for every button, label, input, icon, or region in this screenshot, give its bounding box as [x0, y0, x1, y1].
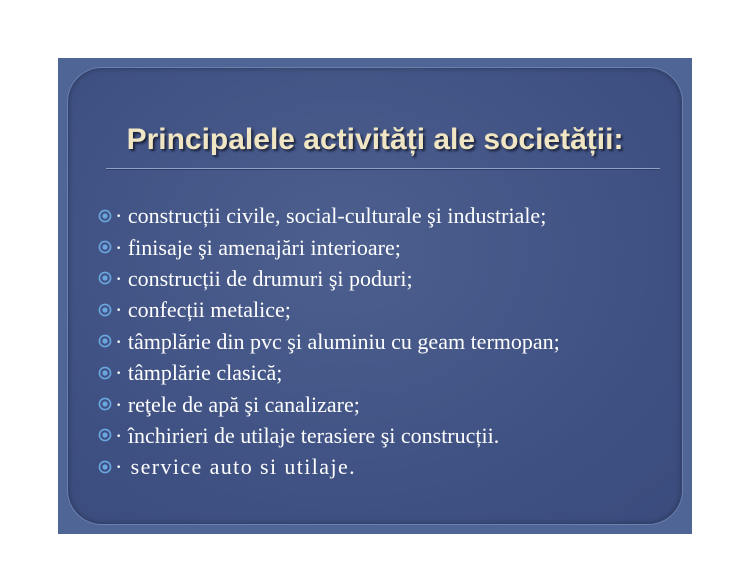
- slide-frame: [58, 58, 692, 534]
- list-item: [98, 451, 674, 482]
- circle-dot-icon: [98, 240, 112, 254]
- circle-dot-icon: [98, 303, 112, 317]
- list-item-text: · reţele de apă şi canalizare;: [115, 391, 360, 417]
- list-item-text: · service auto si utilaje.: [115, 454, 357, 480]
- list-item: [98, 357, 674, 388]
- list-item-text: · construcții de drumuri şi poduri;: [115, 265, 413, 291]
- circle-dot-icon: [98, 334, 112, 348]
- list-item-text: · tâmplărie din pvc şi aluminiu cu geam termopan;: [115, 328, 560, 354]
- circle-dot-icon: [98, 460, 112, 474]
- slide-panel: [68, 68, 682, 524]
- circle-dot-icon: [98, 397, 112, 411]
- list-item: [98, 420, 674, 451]
- activity-list: [98, 200, 674, 483]
- circle-dot-icon: [98, 271, 112, 285]
- circle-dot-icon: [98, 366, 112, 380]
- list-item: [98, 388, 674, 419]
- list-item-text: · confecții metalice;: [115, 297, 291, 323]
- list-item-text: · închirieri de utilaje terasiere şi construcții.: [115, 422, 500, 448]
- circle-dot-icon: [98, 428, 112, 442]
- list-item: [98, 294, 674, 325]
- title-divider: [106, 168, 660, 169]
- slide-title: Principalele activități ale societății:: [126, 123, 624, 156]
- list-item-text: · construcții civile, social-culturale şi industriale;: [115, 203, 547, 229]
- list-item: [98, 326, 674, 357]
- list-item-text: · finisaje şi amenajări interioare;: [115, 234, 401, 260]
- list-item: [98, 263, 674, 294]
- list-item: [98, 231, 674, 262]
- circle-dot-icon: [98, 209, 112, 223]
- list-item: [98, 200, 674, 231]
- list-item-text: · tâmplărie clasică;: [115, 360, 283, 386]
